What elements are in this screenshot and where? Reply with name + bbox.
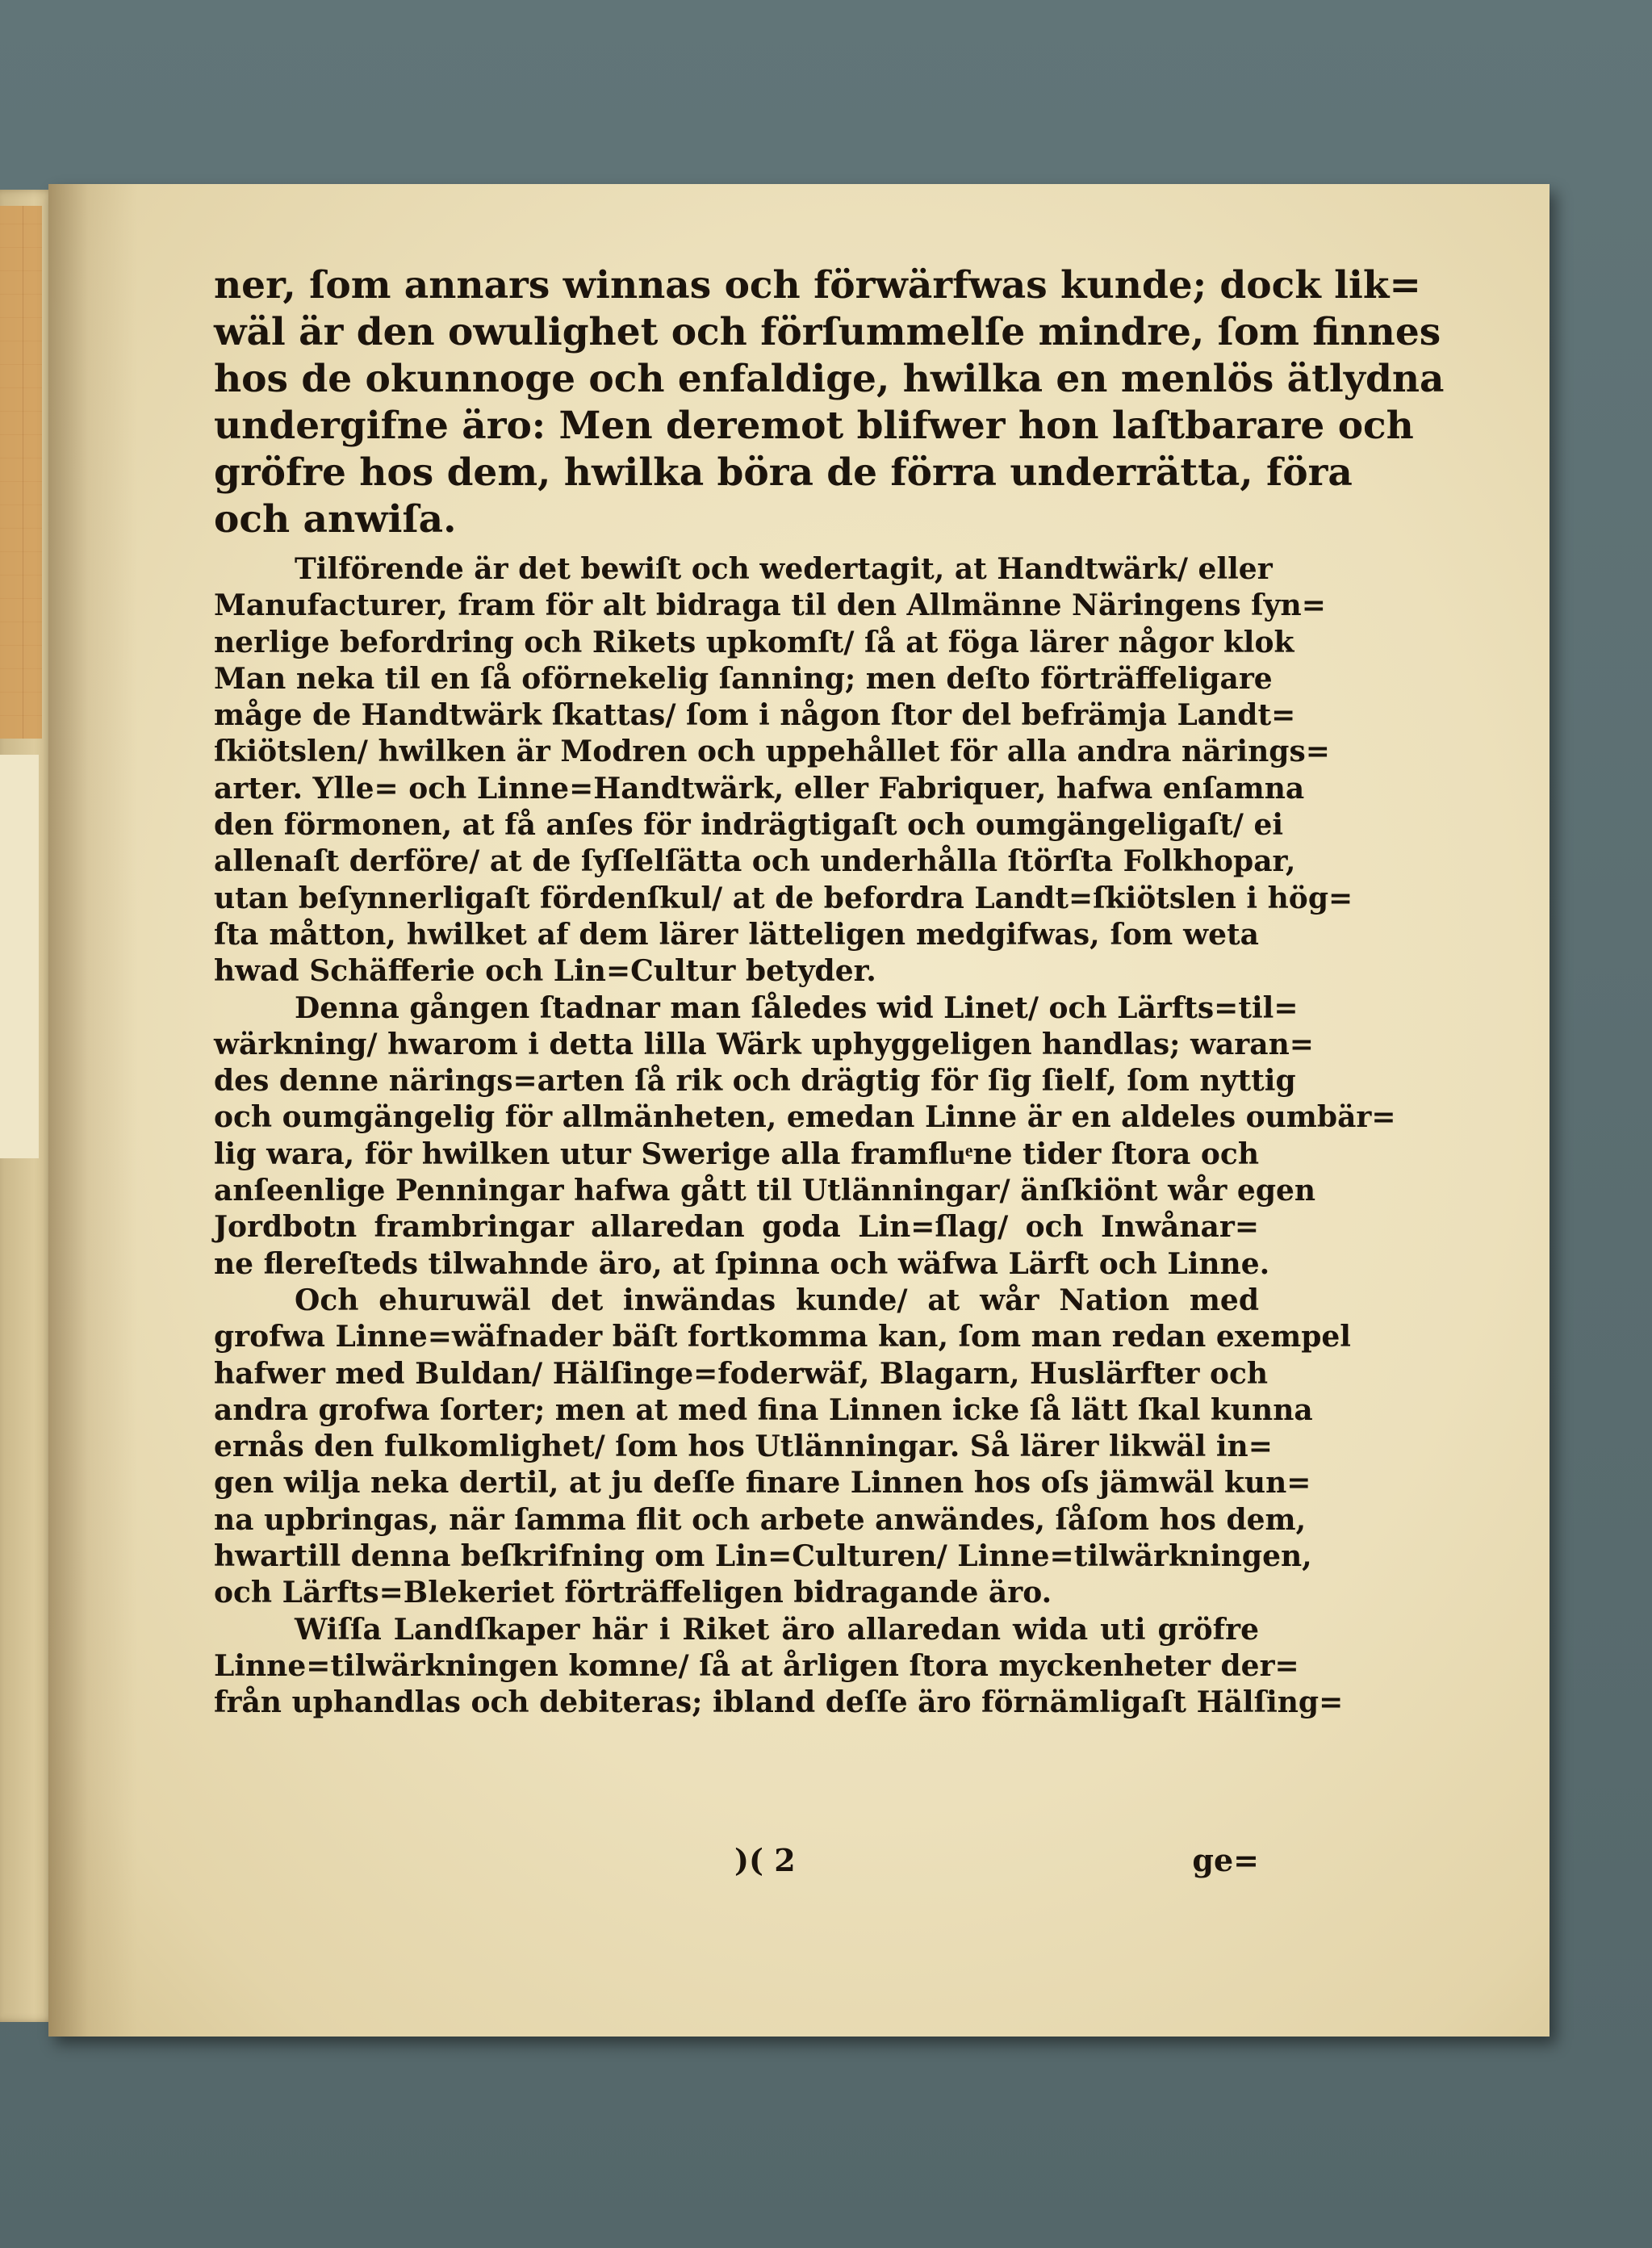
text-line: hwad Schäfferie och Lin=Cultur betyder. [214,954,876,989]
text-line: hwartill denna beſkrifning om Lin=Culturen/ Linne=tilwärkningen, [214,1539,1312,1574]
text-line: måge de Handtwärk ſkattas/ ſom i någon ſtor del befrämja Landt= [214,698,1296,733]
page-body [214,262,1445,1722]
page-gutter-shadow [48,184,137,2037]
text-line: ernås den fulkomlighet/ ſom hos Utlänningar. Så lärer likwäl in= [214,1430,1273,1464]
text-line: gen wilja neka dertil, at ju deſſe finare Linnen hos oſs jämwäl kun= [214,1466,1311,1501]
text-line: från uphandlas och debiteras; ibland deſſe äro förnämligaſt Hälſing= [214,1685,1344,1720]
text-line: gröfre hos dem, hwilka böra de förra underrätta, föra [214,450,1353,495]
paper-tab [0,206,42,739]
text-line: grofwa Linne=wäfnader bäſt fortkomma kan, ſom man redan exempel [214,1320,1351,1354]
text-line: anſeenlige Penningar hafwa gått til Utlänningar/ änſkiönt wår egen [214,1174,1316,1208]
text-line: Och ehuruwäl det inwändas kunde/ at wår Nation med [295,1283,1259,1317]
text-line: undergifne äro: Men deremot blifwer hon laſtbarare och [214,404,1414,448]
text-line: ſta måtton, hwilket af dem lärer lätteligen medgifwas, ſom weta [214,917,1259,952]
text-line: Denna gången ſtadnar man ſåledes wid Linet/ och Lärfts=til= [295,990,1299,1025]
catchword: ge= [1192,1842,1259,1878]
text-line: ner, ſom annars winnas och förwärfwas kunde; dock lik= [214,263,1421,308]
text-line: arter. Ylle= och Linne=Handtwärk, eller Fabriquer, hafwa enſamna [214,771,1305,806]
text-line: Linne=tilwärkningen komne/ ſå at årligen ſtora myckenheter der= [214,1648,1299,1683]
text-line: Man neka til en ſå oförnekelig ſanning; men deſto förträffeligare [214,661,1273,696]
paragraph-3 [214,1283,1351,1612]
text-line: Wiſſa Landſkaper här i Riket äro allaredan wida uti gröfre [295,1612,1259,1647]
text-line: na upbringas, när ſamma flit och arbete anwändes, ſåſom hos dem, [214,1502,1307,1537]
text-line: Manufacturer, fram för alt bidraga til den Allmänne Näringens ſyn= [214,588,1326,623]
text-line: och oumgängelig för allmänheten, emedan Linne är en aldeles oumbär= [214,1100,1396,1135]
paper-strip [0,755,39,1158]
text-line: hafwer med Buldan/ Hälſinge=foderwäf, Blagarn, Huslärfter och [214,1356,1269,1391]
opening-paragraph [214,262,1445,543]
text-line: och anwiſa. [214,497,457,542]
text-line: nerlige befordring och Rikets upkomſt/ ſå at föga lärer någor klok [214,625,1294,659]
paragraph-4 [214,1612,1344,1722]
text-line: wäl är den owulighet och förſummelſe mindre, ſom finnes [214,310,1441,354]
text-line: wärkning/ hwarom i detta lilla Wärk uphyggeligen handlas; waran= [214,1027,1314,1061]
signature-mark: )( 2 [734,1842,796,1878]
text-line: Jordbotn frambringar allaredan goda Lin=ſlag/ och Inwånar= [214,1210,1259,1245]
text-line: des denne närings=arten ſå rik och drägtig för ſig ſielf, ſom nyttig [214,1064,1296,1099]
text-line: utan beſynnerligaſt fördenſkul/ at de befordra Landt=ſkiötslen i hög= [214,881,1353,915]
text-line: ne flereſteds tilwahnde äro, at ſpinna och wäfwa Lärft och Linne. [214,1246,1270,1281]
paragraph-1 [214,551,1353,990]
paragraph-2 [214,990,1396,1283]
text-line: hos de okunnoge och enfaldige, hwilka en menlös ätlydna [214,357,1445,401]
text-line: andra grofwa ſorter; men at med fina Linnen icke ſå lätt ſkal kunna [214,1392,1313,1427]
page-footer [214,1842,1259,1882]
text-line: ſkiötslen/ hwilken är Modren och uppehållet för alla andra närings= [214,735,1330,769]
text-line: den förmonen, at få anſes för indrägtigaſt och oumgängeligaſt/ ei [214,808,1284,843]
text-line: lig wara, för hwilken utur Swerige alla framfluͤne tider ſtora och [214,1137,1259,1171]
text-line: allenaſt derföre/ at de ſyſſelſätta och underhålla ſtörſta Folkhopar, [214,844,1296,879]
text-line: och Lärfts=Blekeriet förträffeligen bidragande äro. [214,1576,1052,1610]
text-line: Tilförende är det bewiſt och wedertagit, at Handtwärk/ eller [295,552,1273,586]
